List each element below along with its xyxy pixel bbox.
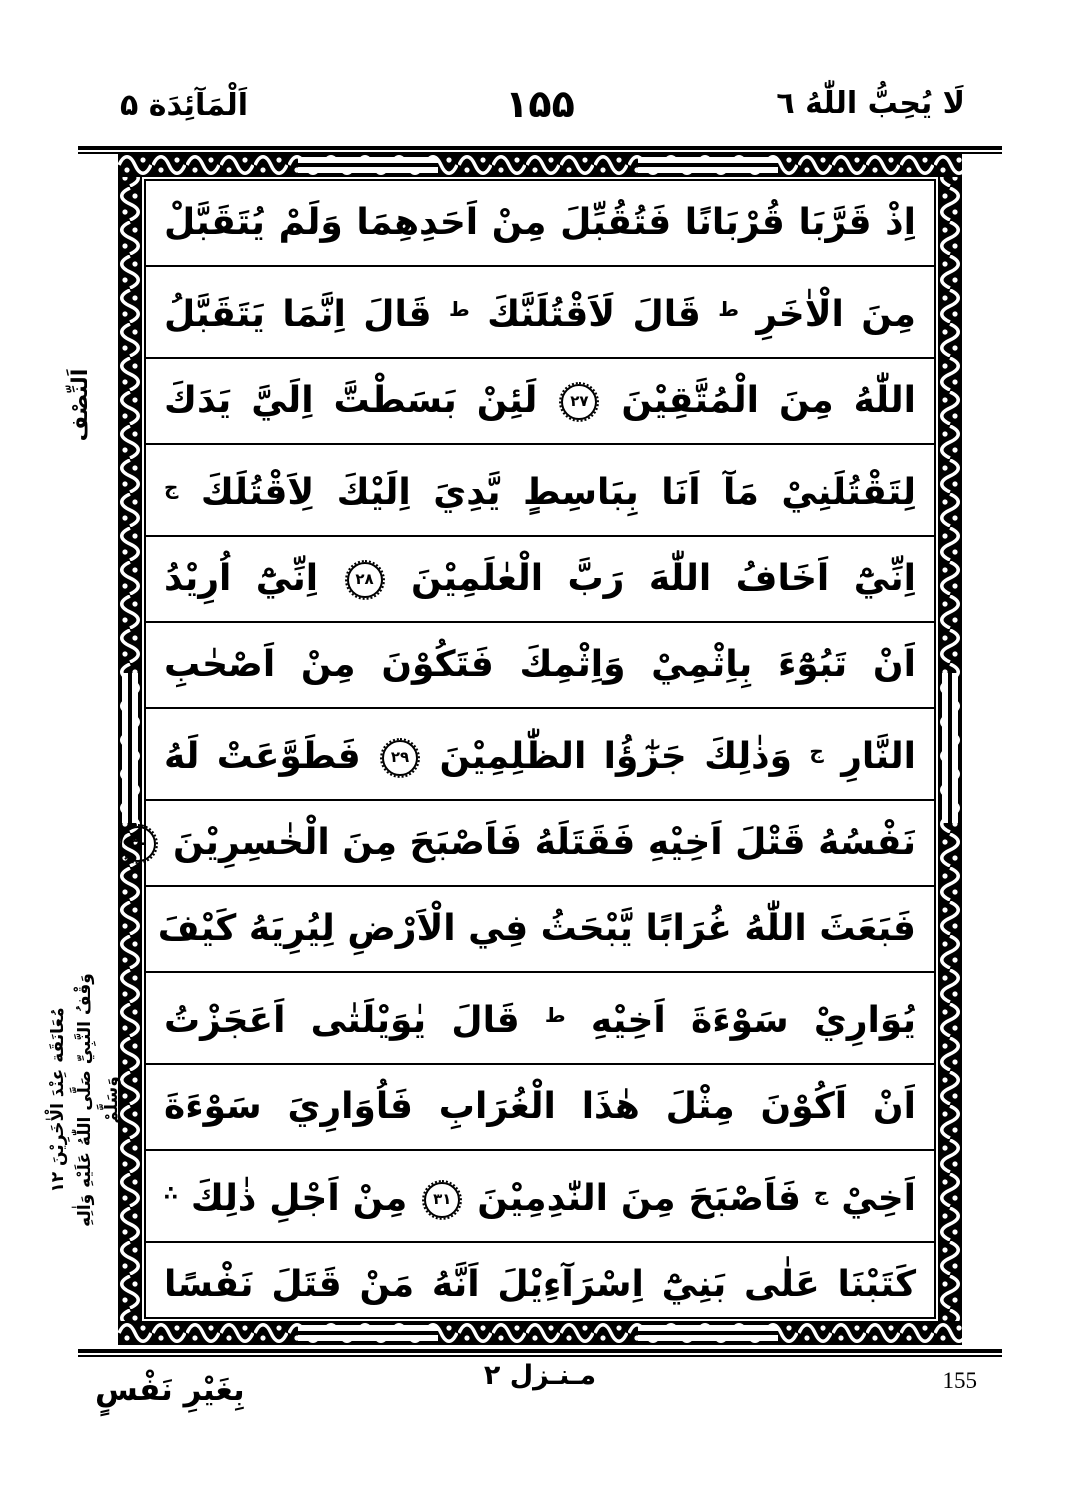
- page-number-arabic: ۱۵۵: [505, 82, 575, 126]
- catchword-next-page: بِغَيْرِ نَفْسٍ: [95, 1372, 245, 1408]
- margin-note-line-1: مُعَانَقَة عِنْدَ الْاٰخَرِيْنَ ۱۲: [48, 1007, 68, 1193]
- ayah-text: نَفْسُهُ قَتْلَ اَخِيْهِ فَقَتَلَهُ فَاَصْبَحَ مِنَ الْخٰسِرِيْنَ: [173, 822, 916, 863]
- margin-note-line-2: وَقْفُ النَّبِيِّ صَلَّى اللّٰهُ عَلَيْهِ وَاٰلِهِ وَسَلَّمْ: [75, 973, 122, 1227]
- border-band-top: [118, 153, 962, 177]
- quran-line-11: [146, 1065, 934, 1151]
- manzil-label: مـنـزل ۲: [483, 1360, 597, 1391]
- waqf-mark: ط: [718, 297, 739, 321]
- quran-line-12: [146, 1151, 934, 1243]
- quran-line-5: [146, 537, 934, 623]
- ayah-text: مِنْ اَجْلِ ذٰلِكَ: [190, 1178, 408, 1219]
- ayah-text: كَتَبْنَا عَلٰى بَنِيْٓ اِسْرَآءِيْلَ اَنَّهُ مَنْ قَتَلَ نَفْسًا: [164, 1264, 916, 1305]
- ayah-end-marker-31: ٣١: [424, 1182, 460, 1218]
- quran-line-7: [146, 709, 934, 801]
- ayah-text: اَنْ اَكُوْنَ مِثْلَ هٰذَا الْغُرَابِ فَاُوَارِيَ سَوْءَةَ: [164, 1086, 916, 1127]
- margin-waqf-note: [45, 955, 122, 1245]
- quran-line-3: [146, 359, 934, 445]
- ayah-text: اِنِّيْٓ اُرِيْدُ: [164, 558, 319, 599]
- ayah-end-marker-30: ٣٠: [120, 826, 156, 862]
- ayah-text: اَنْ تَبُوْٓءَ بِاِثْمِيْ وَاِثْمِكَ فَتَكُوْنَ مِنْ اَصْحٰبِ: [164, 644, 916, 685]
- ayah-end-marker-28: ٢٨: [347, 562, 383, 598]
- ayah-end-marker-29: ٢٩: [382, 740, 418, 776]
- ayah-text: وَذٰلِكَ جَزٰٓؤُا الظّٰلِمِيْنَ: [439, 736, 792, 777]
- ayah-text: لِتَقْتُلَنِيْ مَآ اَنَا بِبَاسِطٍ يَّدِيَ اِلَيْكَ لِاَقْتُلَكَ: [200, 472, 916, 513]
- ayah-text: النَّارِ: [841, 736, 916, 777]
- quran-line-6: [146, 623, 934, 709]
- ayah-text: اَخِيْ: [841, 1178, 916, 1219]
- muanaqah-mark: ∴: [164, 1181, 178, 1205]
- quran-text-block: [129, 179, 936, 1319]
- quran-line-9: [146, 887, 934, 973]
- page-number: 155: [942, 1368, 977, 1393]
- quran-line-13: [146, 1243, 934, 1327]
- bottom-double-rule: [78, 1349, 1002, 1358]
- ayah-end-marker-27: ٢٧: [561, 384, 597, 420]
- quran-line-10: [146, 973, 934, 1065]
- ayah-text: فَاَصْبَحَ مِنَ النّٰدِمِيْنَ: [477, 1178, 801, 1219]
- ayah-text: مِنَ الْاٰخَرِ: [756, 294, 916, 335]
- waqf-mark: ج: [809, 739, 824, 763]
- quran-line-8: [129, 801, 934, 887]
- juz-title: لَا يُحِبُّ اللّٰهُ ٦: [776, 86, 965, 121]
- ayah-text: اللّٰهُ مِنَ الْمُتَّقِيْنَ: [621, 380, 916, 421]
- ayah-text: قَالَ اِنَّمَا يَتَقَبَّلُ: [164, 294, 432, 335]
- quran-line-4: [146, 445, 934, 537]
- ayah-text: قَالَ يٰوَيْلَتٰى اَعَجَزْتُ: [164, 1000, 520, 1041]
- ayah-text: يُوَارِيْ سَوْءَةَ اَخِيْهِ: [590, 1000, 916, 1041]
- ayah-text: اِنِّيْٓ اَخَافُ اللّٰهَ رَبَّ الْعٰلَمِيْنَ: [410, 558, 916, 599]
- waqf-mark: ط: [448, 297, 470, 321]
- ornate-border-frame: [118, 153, 962, 1345]
- quran-line-1: [146, 181, 934, 267]
- ayah-text: فَبَعَثَ اللّٰهُ غُرَابًا يَّبْحَثُ فِي الْاَرْضِ لِيُرِيَهُ كَيْفَ: [157, 908, 916, 949]
- waqf-mark: ط: [544, 1003, 566, 1027]
- margin-half-marker: اَلنِّصْف: [68, 368, 93, 442]
- ayah-text: لَئِنْ بَسَطْتَّ اِلَيَّ يَدَكَ: [164, 380, 538, 421]
- ayah-text: فَطَوَّعَتْ لَهُ: [164, 736, 361, 777]
- surah-title: اَلْمَآئِدَة ۵: [120, 88, 248, 123]
- ayah-text: اِذْ قَرَّبَا قُرْبَانًا فَتُقُبِّلَ مِنْ اَحَدِهِمَا وَلَمْ يُتَقَبَّلْ: [164, 202, 916, 243]
- quran-line-2: [146, 267, 934, 359]
- ayah-text: قَالَ لَاَقْتُلَنَّكَ: [487, 294, 701, 335]
- border-band-right: [938, 153, 962, 1345]
- waqf-mark: ج: [813, 1181, 829, 1205]
- waqf-mark: ج: [164, 475, 179, 499]
